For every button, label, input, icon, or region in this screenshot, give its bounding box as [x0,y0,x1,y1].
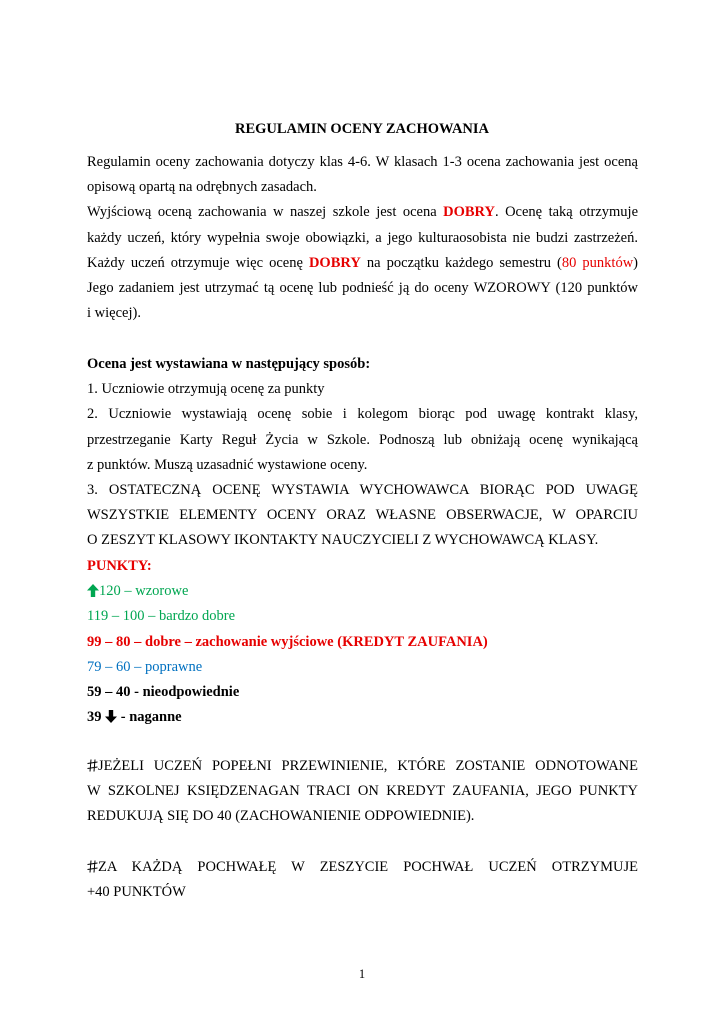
method-point-3-line-2: WSZYSTKIE ELEMENTY OCENY ORAZ WŁASNE OBSERWACJE, W OPARCIU [87,507,638,524]
sharp-symbol-icon [87,756,98,781]
grade-wzorowe-text: 120 – wzorowe [99,583,189,600]
grade-poprawne: 79 – 60 – poprawne [87,658,203,675]
method-point-3-line-1: 3. OSTATECZNĄ OCENĘ WYSTAWIA WYCHOWAWCA BIORĄC POD UWAGĘ [87,481,638,498]
grade-dobre: 99 – 80 – dobre – zachowanie wyjściowe (KREDYT ZAUFANIA) [87,633,488,650]
method-point-2-line-2: przestrzeganie Karty Reguł Życia w Szkole. Podnoszą lub obniżają ocenę wynikającą [87,431,638,448]
rule-1-line-3: REDUKUJĄ SIĘ DO 40 (ZACHOWANIENIE ODPOWIEDNIE). [87,808,475,825]
intro-paragraph [87,150,638,326]
method-section [87,352,638,554]
intro-line-3-text-c: . Ocenę taką otrzymuje [494,204,639,221]
rule-2-line-2: +40 PUNKTÓW [87,884,186,901]
rule-1 [87,754,638,830]
intro-line-3 [87,200,638,225]
eighty-points-highlight: 80 punktów [561,254,634,271]
grade-bardzo-dobre: 119 – 100 – bardzo dobre [87,608,236,625]
intro-line-3-text-a: Wyjściową oceną zachowania w naszej szkole jest ocena [87,204,444,221]
intro-line-4: każdy uczeń, który wypełnia swoje obowiązki, a jego kulturaosobista nie budzi zastrzeżeń. [87,229,638,246]
rule-2-text-a: ZA KAŻDĄ POCHWAŁĘ W ZESZYCIE POCHWAŁ UCZEŃ OTRZYMUJE [98,859,638,875]
rule-1-line-1 [87,754,638,779]
dobry-highlight-1: DOBRY [443,204,495,221]
rule-2 [87,855,638,905]
method-point-2-line-3: z punktów. Muszą uzasadnić wystawione oceny. [87,456,368,473]
sharp-symbol-icon [87,857,98,882]
intro-line-1: Regulamin oceny zachowania dotyczy klas 4-6. W klasach 1-3 ocena zachowania jest oceną [87,154,638,170]
intro-line-5 [87,251,638,276]
grade-naganne [87,705,638,730]
intro-line-7: i więcej). [87,305,141,322]
points-heading: PUNKTY: [87,558,152,574]
method-point-1: 1. Uczniowie otrzymują ocenę za punkty [87,381,325,398]
grade-naganne-text: - naganne [117,709,182,726]
grade-naganne-number: 39 [87,709,106,726]
intro-line-5-text-a: Każdy uczeń otrzymuje więc ocenę [87,254,309,271]
rule-2-line-1 [87,855,638,880]
rule-1-line-2: W SZKOLNEJ KSIĘDZENAGAN TRACI ON KREDYT ZAUFANIA, JEGO PUNKTY [87,783,638,800]
grade-nieodpowiednie: 59 – 40 - nieodpowiednie [87,683,240,700]
page-number: 1 [358,967,366,981]
arrow-up-icon [87,581,99,606]
arrow-down-icon [105,707,117,732]
intro-line-2: opisową opartą na odrębnych zasadach. [87,179,317,196]
method-point-2-line-1: 2. Uczniowie wystawiają ocenę sobie i kolegom biorąc pod uwagę kontrakt klasy, [87,406,638,423]
method-heading: Ocena jest wystawiana w następujący sposób: [87,356,371,372]
document-title: REGULAMIN OCENY ZACHOWANIA [234,121,490,137]
rule-1-text-a: JEŻELI UCZEŃ POPEŁNI PRZEWINIENIE, KTÓRE ZOSTANIE ODNOTOWANE [98,758,638,774]
method-point-3-line-3: O ZESZYT KLASOWY IKONTAKTY NAUCZYCIELI Z WYCHOWAWCĄ KLASY. [87,532,599,549]
points-section [87,554,638,730]
intro-line-5-text-c: na początku każdego semestru ( [360,254,562,271]
intro-line-6: Jego zadaniem jest utrzymać tą ocenę lub podnieść ją do oceny WZOROWY (120 punktów [87,279,638,296]
intro-line-5-text-e: ) [633,254,639,271]
dobry-highlight-2: DOBRY [308,254,361,271]
grade-wzorowe [87,579,638,604]
